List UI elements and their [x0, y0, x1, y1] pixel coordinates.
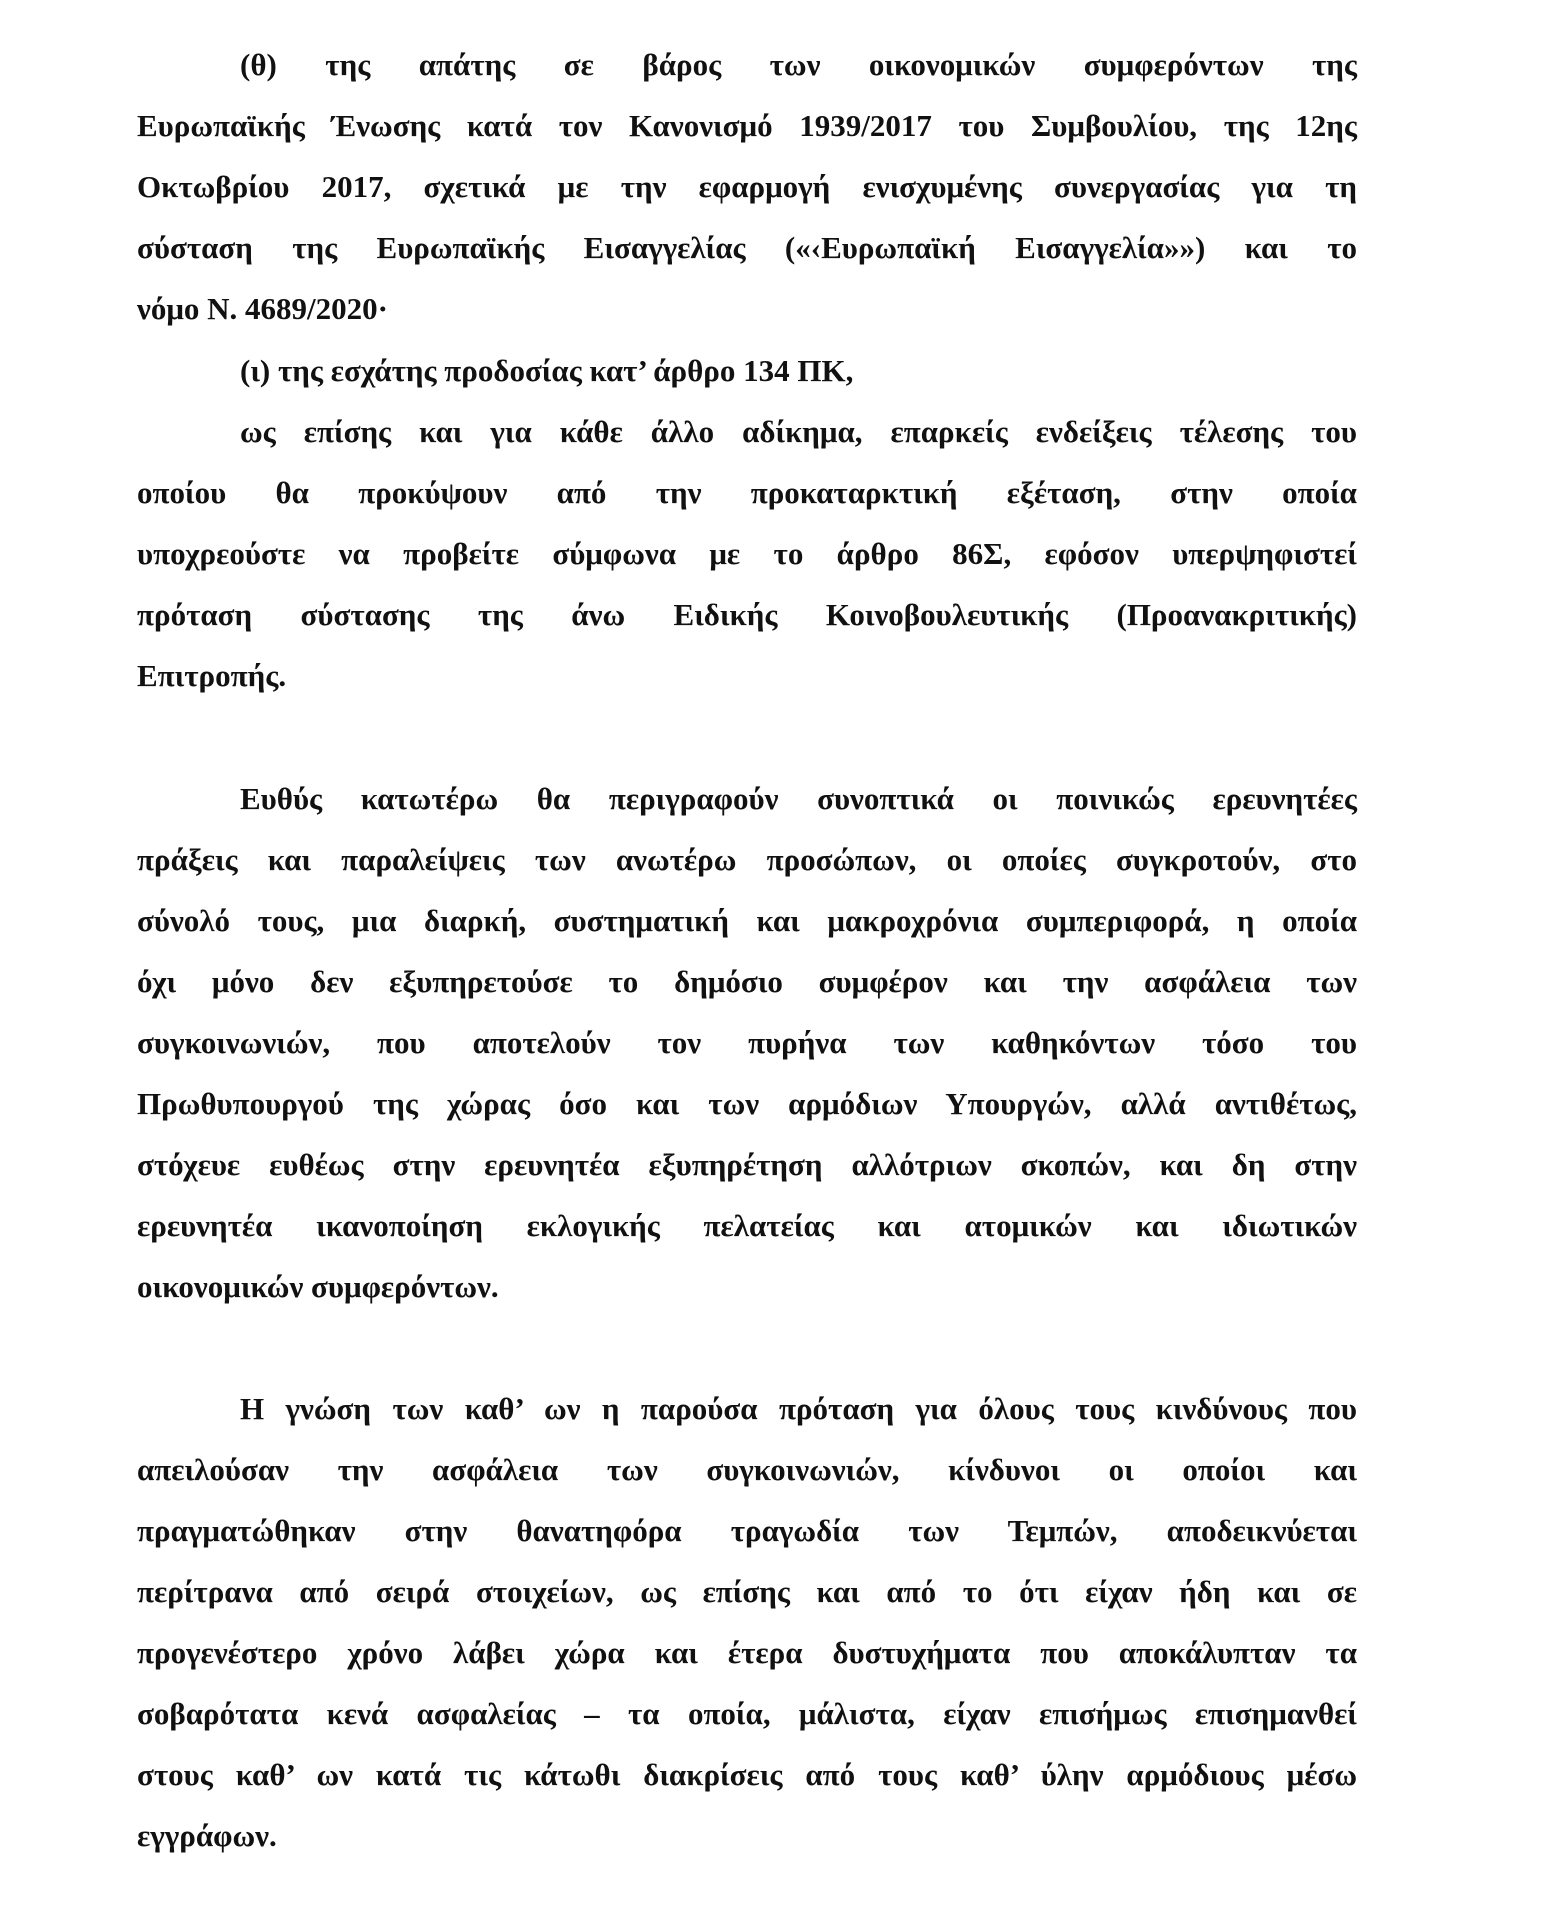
text-line: Πρωθυπουργού της χώρας όσο και των αρμόδιων Υπουργών, αλλά αντιθέτως, [137, 1086, 1357, 1121]
text-line: όχι μόνο δεν εξυπηρετούσε το δημόσιο συμφέρον και την ασφάλεια των [137, 964, 1357, 999]
text-line: εγγράφων. [137, 1818, 277, 1853]
text-line: στόχευε ευθέως στην ερευνητέα εξυπηρέτηση αλλότριων σκοπών, και δη στην [137, 1147, 1357, 1182]
text-line: στους καθ’ ων κατά τις κάτωθι διακρίσεις από τους καθ’ ύλην αρμόδιους μέσω [137, 1757, 1357, 1792]
text-line: απειλούσαν την ασφάλεια των συγκοινωνιών, κίνδυνοι οι οποίοι και [137, 1452, 1357, 1487]
text-line: Ευθύς κατωτέρω θα περιγραφούν συνοπτικά οι ποινικώς ερευνητέες [240, 781, 1357, 816]
text-line: πρόταση σύστασης της άνω Ειδικής Κοινοβουλευτικής (Προανακριτικής) [137, 597, 1357, 632]
text-line: Επιτροπής. [137, 658, 287, 693]
paragraph-also [137, 401, 1357, 706]
text-line: πραγματώθηκαν στην θανατηφόρα τραγωδία των Τεμπών, αποδεικνύεται [137, 1513, 1357, 1548]
text-line: Ευρωπαϊκής Ένωσης κατά τον Κανονισμό 1939/2017 του Συμβουλίου, της 12ης [137, 108, 1357, 143]
text-line: προγενέστερο χρόνο λάβει χώρα και έτερα δυστυχήματα που αποκάλυπταν τα [137, 1635, 1357, 1670]
text-line: ως επίσης και για κάθε άλλο αδίκημα, επαρκείς ενδείξεις τέλεσης του [240, 414, 1357, 449]
paragraph-summary [137, 768, 1357, 1317]
text-line: πράξεις και παραλείψεις των ανωτέρω προσώπων, οι οποίες συγκροτούν, στο [137, 842, 1357, 877]
paragraph-theta [137, 34, 1357, 339]
text-line: οποίου θα προκύψουν από την προκαταρκτική εξέταση, στην οποία [137, 475, 1357, 510]
paragraph-iota: (ι) της εσχάτης προδοσίας κατ’ άρθρο 134 ΠΚ, [240, 353, 854, 388]
text-line: σοβαρότατα κενά ασφαλείας – τα οποία, μάλιστα, είχαν επισήμως επισημανθεί [137, 1696, 1357, 1731]
text-line: (θ) της απάτης σε βάρος των οικονομικών συμφερόντων της [240, 47, 1357, 82]
text-line: υποχρεούστε να προβείτε σύμφωνα με το άρθρο 86Σ, εφόσον υπερψηφιστεί [137, 536, 1357, 571]
text-line: συγκοινωνιών, που αποτελούν τον πυρήνα των καθηκόντων τόσο του [137, 1025, 1357, 1060]
text-line: νόμο Ν. 4689/2020· [137, 291, 389, 326]
text-line: Οκτωβρίου 2017, σχετικά με την εφαρμογή ενισχυμένης συνεργασίας για τη [137, 169, 1357, 204]
text-line: σύνολό τους, μια διαρκή, συστηματική και μακροχρόνια συμπεριφορά, η οποία [137, 903, 1357, 938]
text-line: περίτρανα από σειρά στοιχείων, ως επίσης και από το ότι είχαν ήδη και σε [137, 1574, 1357, 1609]
text-line: σύσταση της Ευρωπαϊκής Εισαγγελίας («‹Ευρωπαϊκή Εισαγγελία»») και το [137, 230, 1357, 265]
text-line: Η γνώση των καθ’ ων η παρούσα πρόταση για όλους τους κινδύνους που [240, 1391, 1357, 1426]
paragraph-knowledge [137, 1378, 1357, 1866]
text-line: οικονομικών συμφερόντων. [137, 1269, 499, 1304]
text-line: ερευνητέα ικανοποίηση εκλογικής πελατείας και ατομικών και ιδιωτικών [137, 1208, 1357, 1243]
